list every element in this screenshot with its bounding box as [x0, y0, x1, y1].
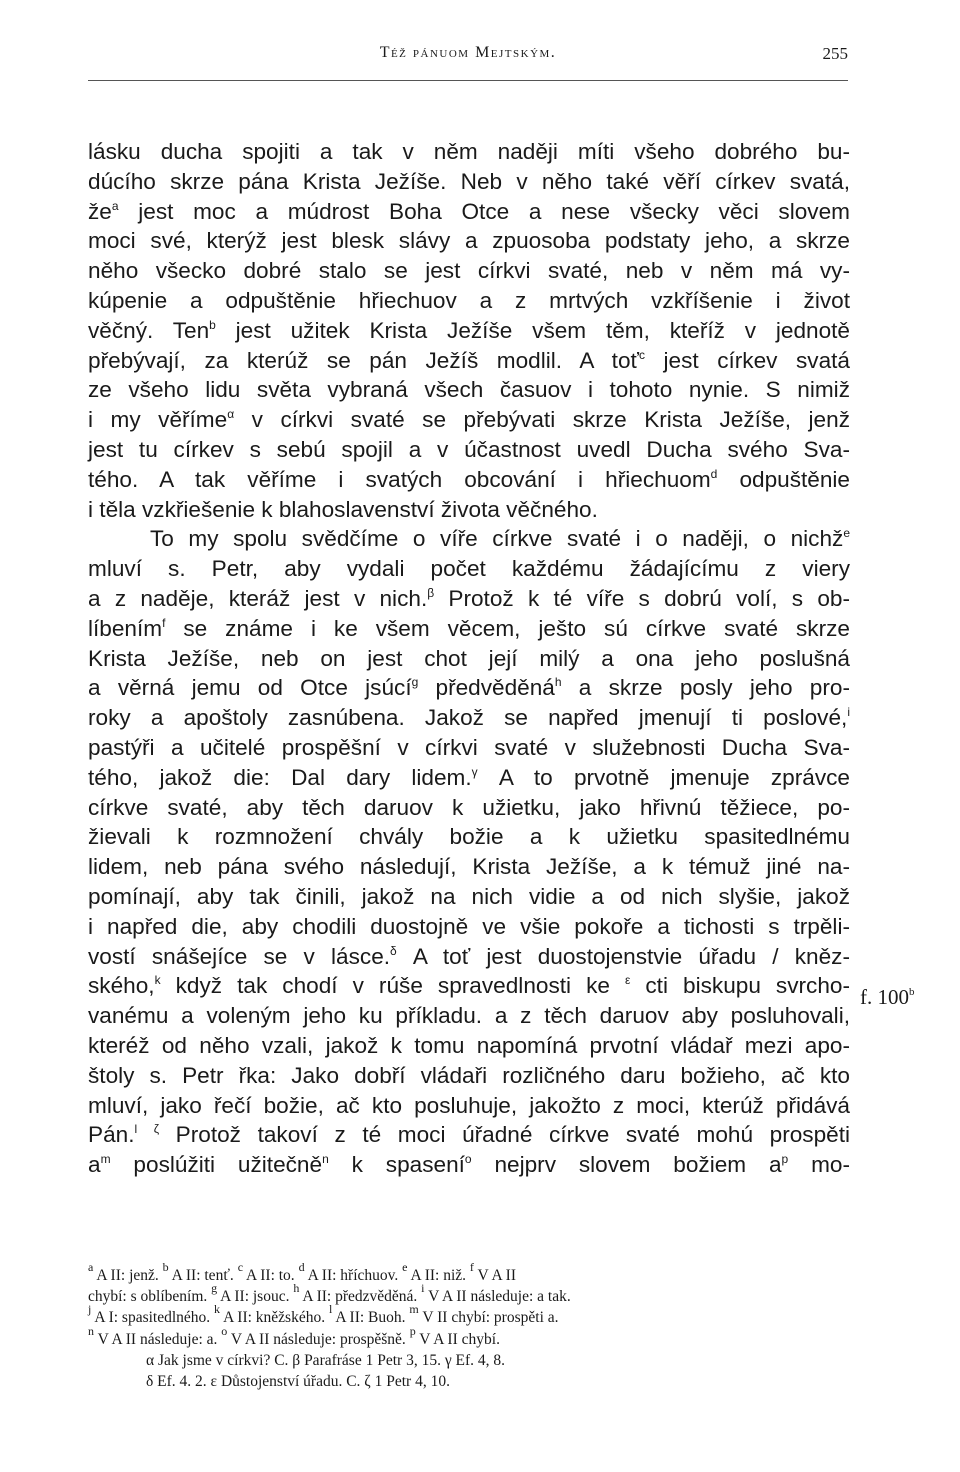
body-line: lidem, neb pána svého následují, Krista Ježíše, a k témuž jiné na- [88, 854, 850, 880]
body-line: vanému a voleným jeho ku příkladu. a z těch daruov aby posluhovali, [88, 1003, 850, 1029]
body-line: lásku ducha spojiti a tak v něm naději míti všeho dobrého bu- [88, 139, 850, 164]
body-line: Krista Ježíše, neb on jest chot její milý a ona jeho poslušná [88, 645, 850, 671]
footnote-line: $^n$ V A II následuje: a. $^o$ V A II následuje: prospěšně. $^p$ V A II chybí. [88, 1323, 500, 1348]
body-line: kteréž od něho vzali, jakož k tomu napomíná prvotní vládař mezi apo- [88, 1032, 850, 1058]
body-line: jest tu církev s sebú spojil a v účastnost uvedl Ducha svého Sva- [88, 436, 850, 462]
footnotes [88, 1260, 848, 1392]
body-line: tého, jakož die: Dal dary lidem.$^\gamma$ A to prvotně jmenuje zprávce [88, 764, 850, 790]
body-line: ze všeho lidu světa vybraná všech časuov i tohoto nynie. S nimiž [88, 377, 850, 403]
body-line: něho všecko dobré stalo se jest církvi svaté, neb v něm má vy- [88, 258, 850, 284]
body-line: přebývají, za kterúž se pán Ježíš modlil. A toť$^c$ jest církev svatá [88, 347, 850, 373]
body-line: a věrná jemu od Otce jsúcí$^g$ předvěděná$^h$ a skrze posly jeho pro- [88, 675, 850, 701]
body-line: kúpenie a odpuštěnie hřiechuov a z mrtvých vzkříšenie i život [88, 287, 850, 313]
body-line: i napřed die, aby chodili duostojně ve všie pokoře a tichosti s trpěli- [88, 913, 850, 939]
body-line: dúcího skrze pána Krista Ježíše. Neb v něho také věří církev svatá, [88, 168, 850, 194]
body-line: i těla vzkřiešenie k blahoslavenství života věčného. [88, 496, 598, 522]
footnote-line: $^j$ A I: spasitedlného. $^k$ A II: kněžského. $^l$ A II: Buoh. $^m$ V II chybí: prospěti a. [88, 1302, 559, 1327]
body-line: mluví, jako řečí božie, ač kto posluhuje, jakožto z moci, kterúž přidává [88, 1092, 850, 1118]
body-line: i my věříme$^\alpha$ v církvi svaté se přebývati skrze Krista Ježíše, jenž [88, 407, 850, 433]
body-line: roky a apoštoly zasnúbena. Jakož se napřed jmenují ti poslové,$^i$ [88, 705, 850, 731]
body-line: církve svaté, aby těch daruov k užietku, jako hřivnú těžiece, po- [88, 794, 850, 820]
body-line: vostí snášejíce se v lásce.$^\delta$ A toť jest duostojenstvie úřadu / kněz- [88, 943, 850, 969]
body-line: moci své, kterýž jest blesk slávy a zpuosoba podstaty jeho, a skrze [88, 228, 850, 254]
body-line: pastýři a učitelé prospěšní v církvi svaté v služebnosti Ducha Sva- [88, 734, 850, 760]
footnote-line: $^a$ A II: jenž. $^b$ A II: tenť. $^c$ A II: to. $^d$ A II: hříchuov. $^e$ A II: niž. $^f$ V A II [88, 1260, 516, 1284]
header-rule [88, 80, 848, 81]
page-number: 255 [822, 44, 848, 63]
body-text [88, 137, 850, 1180]
body-line: věčný. Ten$^b$ jest užitek Krista Ježíše všem těm, kteříž v jednotě [88, 317, 850, 343]
page-header [88, 44, 848, 74]
body-line: To my spolu svědčíme o víře církve svaté i o naději, o nichž$^e$ [150, 526, 850, 552]
folio-margin-note: f. 100$^b$ [860, 985, 915, 1009]
body-line: pomínají, aby tak činili, jakož na nich vidie a od nich slyšie, jakož [88, 883, 850, 909]
body-line: ského,$^k$ když tak chodí v rúše spravedlnosti ke $^\varepsilon$ cti biskupu svrcho- [88, 973, 850, 999]
body-line: líbením$^f$ se známe i ke všem věcem, ješto sú církve svaté skrze [88, 615, 850, 641]
body-line: žievali k rozmnožení chvály božie a k užietku spasitedlnému [88, 824, 850, 850]
body-line: mluví s. Petr, aby vydali počet každému žádajícímu z viery [88, 556, 850, 582]
body-line: $a^m$ poslúžiti užitečně$^n$ k spasení$^o$ nejprv slovem božiem $a^p$ mo- [88, 1152, 850, 1178]
body-line: Pán.$^l$ $^\zeta$ Protož takoví z té moci úřadné církve svaté mohú prospěti [88, 1122, 851, 1148]
body-line: tého. A tak věříme i svatých obcování i hřiechuom$^d$ odpuštěnie [88, 466, 850, 492]
body-line: $že^a$ jest moc a múdrost Boha Otce a nese všecky věci slovem [88, 198, 850, 224]
body-line: štoly s. Petr řka: Jako dobří vládaři rozličného daru božieho, ač kto [88, 1062, 850, 1088]
footnote-line: δ Ef. 4. 2. ε Důstojenství úřadu. C. ζ 1 Petr 4, 10. [146, 1373, 450, 1391]
footnote-line: chybí: s oblíbením. $^g$ A II: jsouc. $^h$ A II: předzvěděná. $^i$ V A II následuje: a tak. [88, 1281, 571, 1306]
running-head: Též pánuom Mejtským. [379, 44, 557, 61]
footnote-line: α Jak jsme v církvi? C. β Parafráse 1 Petr 3, 15. γ Ef. 4, 8. [146, 1351, 506, 1369]
body-line: a z naděje, kteráž jest v nich.$^\beta$ Protož k té víře s dobrú volí, s ob- [88, 585, 851, 611]
